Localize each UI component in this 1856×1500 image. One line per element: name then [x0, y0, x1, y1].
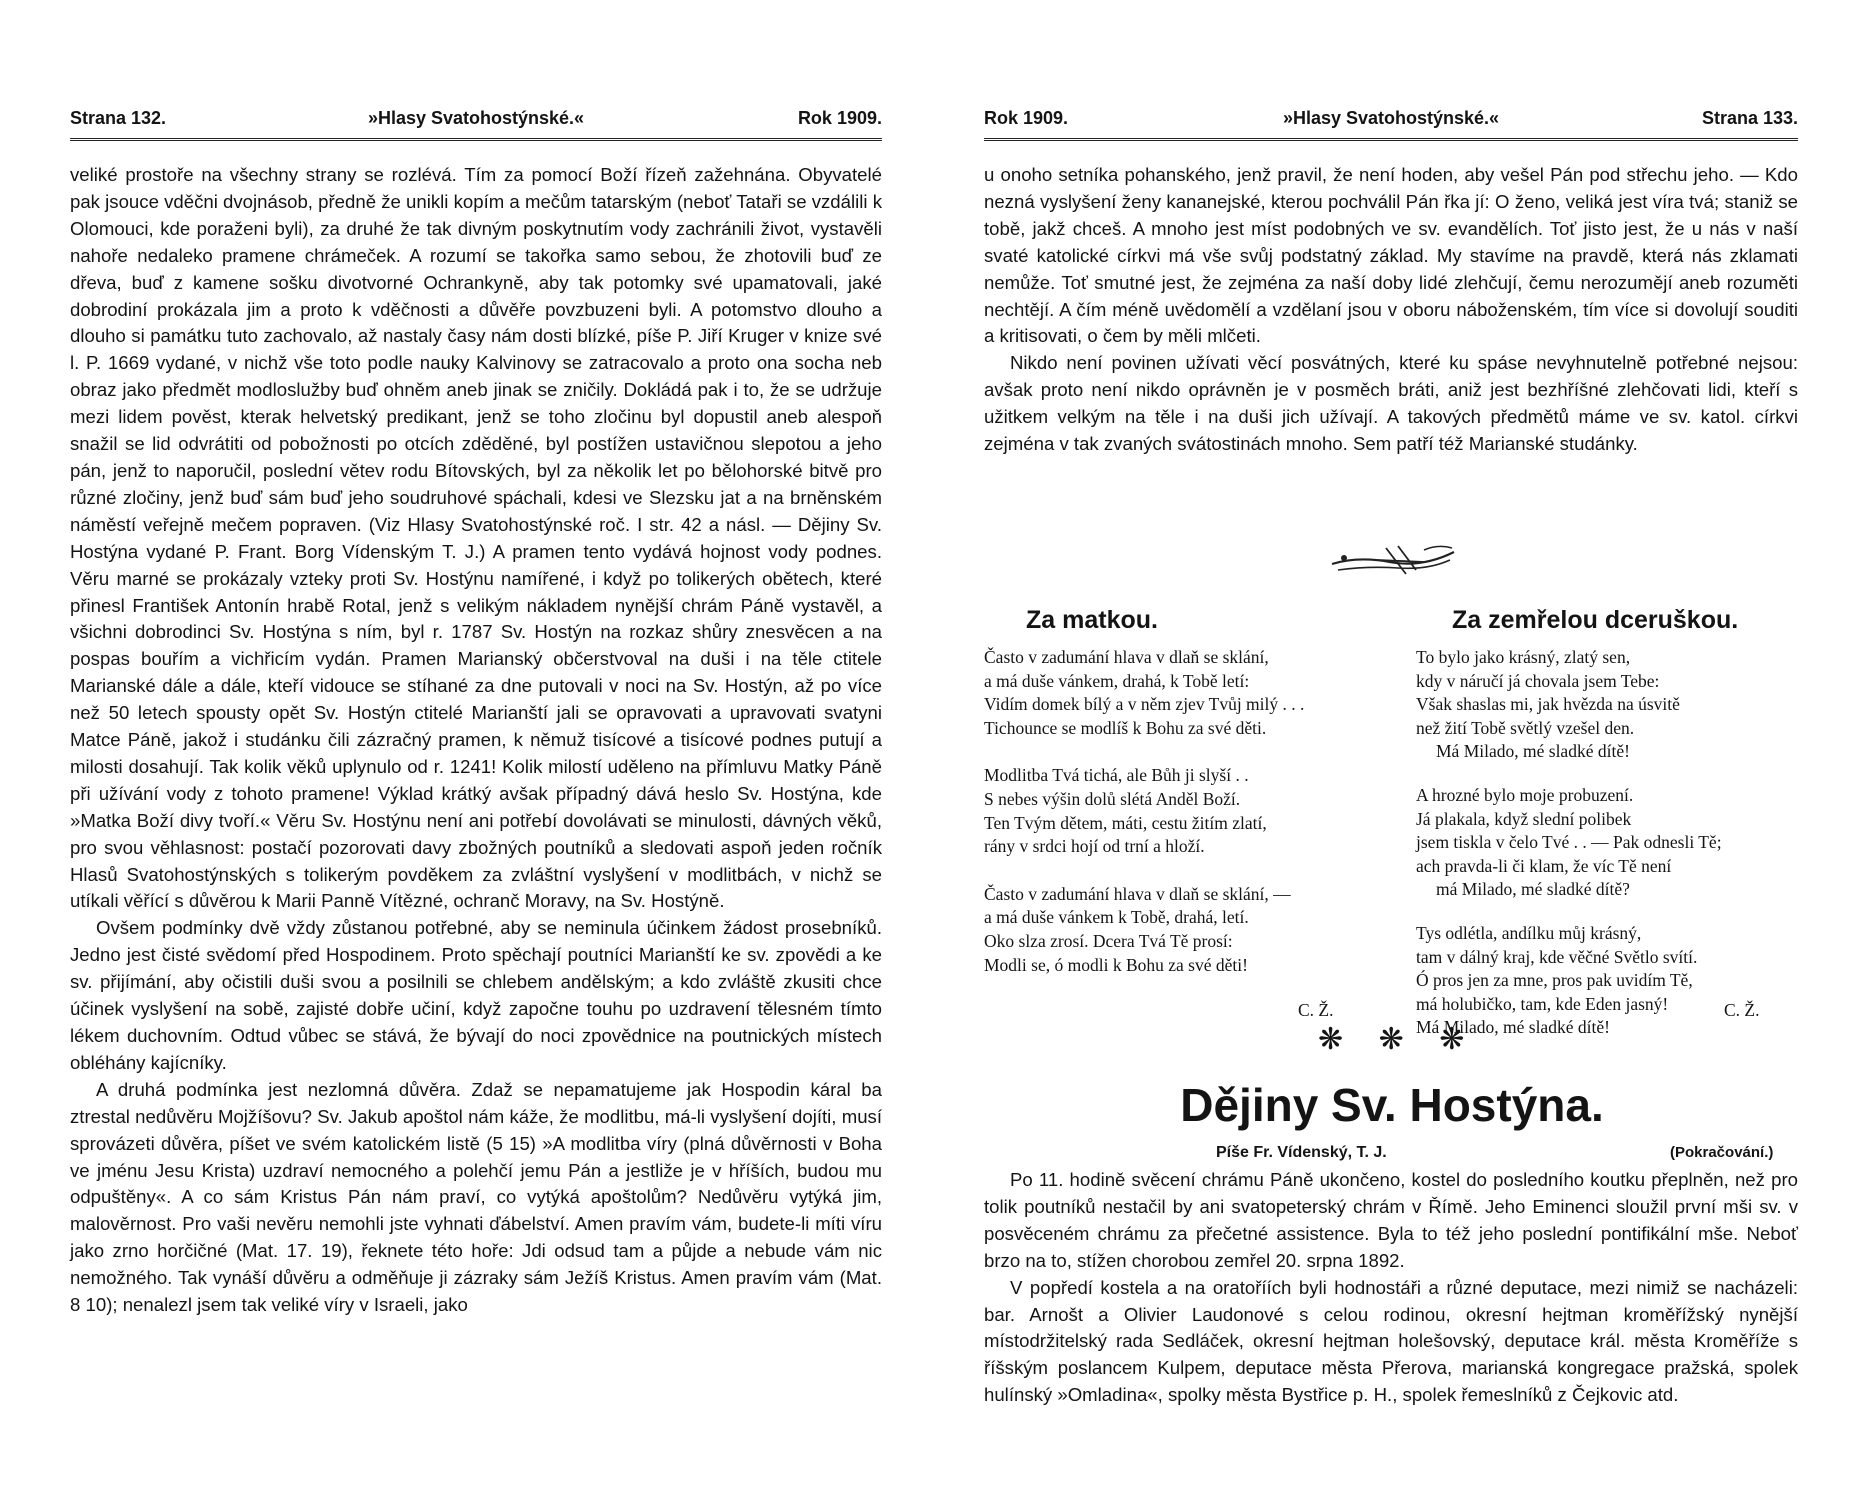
section-paragraph-1: Po 11. hodině svěcení chrámu Páně ukončeno, kostel do posledního koutku přeplněn, než pro tolik poutníků nestačil by ani svatopeterský chrám v Římě. Jeho Eminenci sloužil první mši sv. v posvěceném chrámu za přečetné assistence. Byla to též jeho poslední pontifikální mše. Neboť brzo na to, stížen chorobou zemřel 20. srpna 1892.: [984, 1169, 1798, 1271]
left-page-header: [70, 108, 882, 134]
poem-line: Však shaslas mi, jak hvězda na úsvitě: [1416, 694, 1680, 715]
left-page-number: Strana 132.: [70, 108, 167, 128]
asterism-separator: ❋ ❋ ❋: [1318, 1023, 1479, 1056]
poem-title-za-matkou: Za matkou.: [1026, 606, 1158, 634]
left-paragraph-3: A druhá podmínka jest nezlomná důvěra. Zdaž se nepamatujeme jak Hospodin káral ba ztrestal nedůvěru Mojžíšovu? Sv. Jakub apoštol nám káže, že modlitbu, má-li vyslyšení dojíti, musí sprovázeti důvěra, píšet ve svém katolickém listě (5 15) »A modlitba víry (plná důvěrnosti v Boha ve jménu Jesu Krista) uzdraví nemocného a polehčí jemu Pán a jestliže je v hříších, budou mu odpuštěny«. A co sám Kristus Pán nám praví, co vytýká apoštolům? Nedůvěru vytýká jim, malověrnost. Pro vaši nevěru nemohli jste vyhnati ďábelství. Amen pravím vám, budete-li míti víru jako zrno horčičné (Mat. 17. 19), řeknete této hoře: Jdi odsud tam a půjde a nebude vám nic nemožného. Tak vynáší důvěru a odměňuje ji zázraky sám Ježíš Kristus. Amen pravím vám (Mat. 8 10); nenalezl jsem tak veliké víry v Israeli, jako: [70, 1078, 882, 1316]
poem-line: ach pravda-li či klam, že víc Tě není: [1416, 855, 1672, 876]
poem-line: má holubičko, tam, kde Eden jasný!: [1416, 993, 1669, 1014]
poem-stanza: [984, 883, 1304, 977]
poem-line: Ten Tvým dětem, máti, cestu žitím zlatí,: [984, 812, 1267, 833]
poem-za-matkou: [984, 646, 1304, 1001]
right-header-rule: [984, 138, 1798, 141]
poem-signature: C. Ž.: [1724, 1000, 1760, 1020]
right-paragraph-2: Nikdo není povinen užívati věcí posvátných, které ku spáse nevyhnutelně potřebné nejsou: avšak proto není nikdo oprávněn je v posměch bráti, aniž jest bezhříšné zlehčovati lidi, kteří s užitkem velkým na těle i na duši jich užívají. A takových předmětů máme ve sv. katol. církvi zejména v tak zvaných svátostinách mnoho. Sem patří též Marianské studánky.: [984, 352, 1798, 455]
poem-za-zemrelou-dceruskou: [1416, 646, 1722, 1040]
poem-stanza: [1416, 784, 1722, 902]
left-header-rule: [70, 138, 882, 141]
poem-line: Já plakala, když slední polibek: [1416, 808, 1632, 829]
poem-line: Často v zadumání hlava v dlaň se sklání, —: [984, 883, 1291, 904]
poem-stanza: [1416, 646, 1722, 764]
poem-line: rány v srdci hojí od trní a hloží.: [984, 836, 1205, 857]
section-paragraph-2: V popředí kostela a na oratoříích byli hodnostáři a různé deputace, mezi nimiž se nacházeli: bar. Arnošt a Olivier Laudonové s celou rodinou, okresní hejtman kroměřížský nynější místodržitelský rada Sedláček, okresní hejtman holešovský, deputace král. města Kroměříže s říšským poslancem Kulpem, deputace města Přerova, marianská kongregace pražská, spolek hulínský »Omladina«, spolky města Bystřice p. H., spolek řemeslníků z Čejkovic atd.: [984, 1276, 1798, 1406]
left-body-text: [70, 162, 882, 1319]
poem-line: a má duše vánkem k Tobě, drahá, letí.: [984, 907, 1249, 928]
poem-signature: C. Ž.: [1298, 1000, 1334, 1020]
right-page: [928, 0, 1856, 1500]
poem-line: Často v zadumání hlava v dlaň se sklání,: [984, 647, 1269, 667]
poem-line: To bylo jako krásný, zlatý sen,: [1416, 647, 1631, 667]
section-body-text: [984, 1167, 1798, 1409]
left-paragraph-1: veliké prostoře na všechny strany se rozlévá. Tím za pomocí Boží řízeň zažehnána. Obyvatelé pak jsouce vděčni dvojnásob, předně že unikli kopím a mečům tatarským (neboť Tataři se vzdálili k Olomouci, kde poraženi byli), za druhé že tak divným poskytnutím vody zachránili život, vystavěli nahoře nedaleko pramene chrámeček. A rozumí se takořka samo sebou, že zhotovili buď ze dřeva, buď z kamene sošku divotvorné Ochrankyně, aby tak potomky své upamatovali, jaké dobrodiní prokázala jim a proto k vděčnosti a důvěře povzbuzeni byli. A potomstvo dlouho a dlouho si památku tuto zachovalo, až nastaly časy nám dosti blízké, píše P. Jiří Kruger v knize své l. P. 1669 vydané, v nichž vše toto podle nauky Kalvinovy se zatracovalo a proto ona socha neb obraz jako předmět modloslužby buď ohněm aneb jinak se zničily. Dokládá pak i to, že se udržuje mezi lidem pověst, kterak helvetský predikant, jenž se toho zločinu byl dopustil aneb alespoň snažil se lid odvrátiti od pobožnosti po otcích zděděné, byl postížen ustavičnou slepotou a jeho pán, jenž to naporučil, poslední větev rodu Bítovských, byl za několik let po bělohorské bitvě pro různé zločiny, jenž buď sám buď jeho soudruhové spáchali, kdesi ve Slezsku jat a na brněnském náměstí veřejně mečem popraven. (Viz Hlasy Svatohostýnské roč. I str. 42 a násl. — Dějiny Sv. Hostýna vydané P. Frant. Borg Vídenským T. J.) A pramen tento vydává hojnost vody podnes. Věru marné se prokázaly vzteky proti Sv. Hostýnu namířené, i když po tolikerých obětech, které přinesl František Antonín hrabě Rotal, jenž s velikým nákladem nynější chrám Páně vystavěl, a všichni dobrodinci Sv. Hostýna s ním, byl r. 1787 Sv. Hostýn na rozkaz shůry znesvěcen a na pospas bouřím a vichřicím vydán. Pramen Marianský občerstvoval na duši i na těle ctitele Marianské dále a dále, kteří vidouce se stíhané za dne putovali v noci na Sv. Hostýn, až po více než 50 letech spousty opět Sv. Hostýn ctitelé Marianští jali se opravovati a upravovati svatyni Matce Páně, jakož i studánku čili zázračný pramen, k němuž tisícové a tisícové podnes putují a milosti dosahují. Tak kolik věků uplynulo od r. 1241! Kolik milostí uděleno na přímluvu Matky Páně při užívání vody z tohoto pramene! Výklad krátký avšak případný dává heslo Sv. Hostýna, kde »Matka Boží divy tvoří.« Věru Sv. Hostýnu není ani potřebí dovolávati se minulosti, dávných věků, pro svou věhlasnost: postačí pozorovati davy zbožných poutníků a sledovati aspoň jeden ročník Hlasů Svatohostýnských s tolikerým povděkem za zvláštní vyslyšení v modlitbách, v nichž se utíkali věřící s důvěrou k Marii Panně Vítězné, ochranč Moravy, na Sv. Hostýně.: [70, 164, 882, 912]
poem-line: Modlitba Tvá tichá, ale Bůh ji slyší . .: [984, 765, 1249, 786]
left-running-title: »Hlasy Svatohostýnské.«: [367, 108, 585, 128]
section-continuation-note: (Pokračování.): [1670, 1144, 1774, 1161]
left-paragraph-2: Ovšem podmínky dvě vždy zůstanou potřebné, aby se neminula účinkem žádost prosebníků. Jedno jest čisté svědomí před Hospodinem. Proto spěchají poutníci Marianští ke sv. zpovědi a ke sv. přijímání, aby očistili duši svou a posilnili se chlebem andělským; a kdo zvláště zkusiti chce účinek vyslyšení na sobě, zajisté dobře učiní, když započne touhu po uzdravení tělesném tímto lékem duchovním. Odtud vůbec se stává, že bývají do noci zpovědnice na poutnických místech obléhány kajícníky.: [70, 917, 882, 1073]
poem-line: Vidím domek bílý a v něm zjev Tvůj milý . . .: [984, 694, 1305, 715]
poem-line: tam v dálný kraj, kde věčné Světlo svítí.: [1416, 946, 1698, 967]
left-year: Rok 1909.: [797, 108, 882, 128]
poem-line: Ó pros jen za mne, pros pak uvidím Tě,: [1416, 970, 1693, 991]
right-page-header: [984, 108, 1798, 134]
poem-line: Má Milado, mé sladké dítě!: [1416, 1017, 1610, 1038]
poem-line: Tichounce se modlíš k Bohu za své děti.: [984, 717, 1267, 738]
poem-stanza: [984, 646, 1304, 740]
poem-line: jsem tiskla v čelo Tvé . . — Pak odnesli Tě;: [1416, 832, 1722, 853]
right-running-title: »Hlasy Svatohostýnské.«: [1282, 108, 1500, 128]
poem-line: má Milado, mé sladké dítě?: [1436, 879, 1630, 900]
decorative-flourish-icon: [1328, 540, 1458, 580]
poem-line: A hrozné bylo moje probuzení.: [1416, 784, 1634, 805]
poem-line: Oko slza zrosí. Dcera Tvá Tě prosí:: [984, 930, 1233, 951]
section-title: Dějiny Sv. Hostýna.: [1180, 1079, 1604, 1131]
poem-line: Modli se, ó modli k Bohu za své děti!: [984, 954, 1248, 975]
section-author: Píše Fr. Vídenský, T. J.: [1216, 1144, 1387, 1161]
right-year: Rok 1909.: [984, 108, 1069, 128]
poem-line: Tys odlétla, andílku můj krásný,: [1416, 922, 1642, 943]
poem-line: kdy v náručí já chovala jsem Tebe:: [1416, 670, 1660, 691]
poem-line: S nebes výšin dolů slétá Anděl Boží.: [984, 788, 1241, 809]
poem-title-za-zemrelou-dceruskou: Za zemřelou dceruškou.: [1452, 606, 1739, 634]
right-page-number: Strana 133.: [1701, 108, 1798, 128]
right-body-text: [984, 162, 1798, 458]
right-paragraph-1: u onoho setníka pohanského, jenž pravil, že není hoden, aby vešel Pán pod střechu jeho. — Kdo nezná vyslyšení ženy kananejské, kterou pochválil Pán řka jí: O ženo, veliká jest víra tvá; staniž se tobě, jakž chceš. A mnoho jest míst podobných ve sv. evandělích. Toť jisto jest, že u nás v naší svaté katolické církvi má vše svůj podstatný základ. My stavíme na pravdě, která nás zklamati nemůže. Toť smutné jest, že zejména za naší doby lidé zlehčují, čemu nerozumějí aneb rozuměti nechtějí. A čím méně uvědomělí a vzdělaní jsou v oboru náboženském, tím více si dovolují souditi a kritisovati, o čem by měli mlčeti.: [984, 164, 1798, 347]
poem-line: Má Milado, mé sladké dítě!: [1436, 741, 1630, 762]
poem-line: než žití Tobě světlý vzešel den.: [1416, 717, 1635, 738]
poem-line: a má duše vánkem, drahá, k Tobě letí:: [984, 670, 1250, 691]
poem-stanza: [984, 764, 1304, 858]
